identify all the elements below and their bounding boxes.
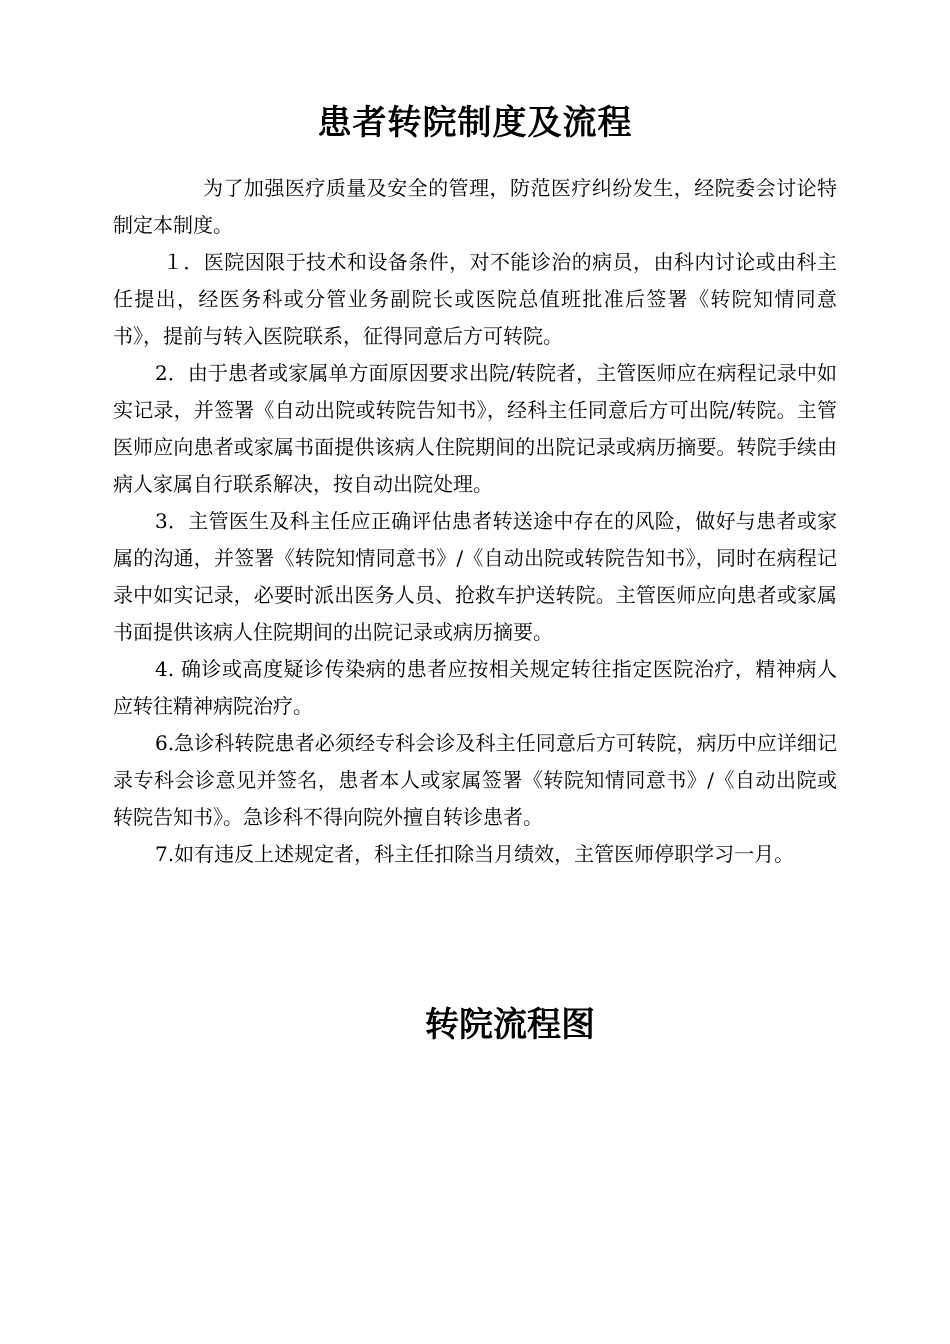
- rule-item-2: 2．由于患者或家属单方面原因要求出院/转院者，主管医师应在病程记录中如实记录，并签署《自动出院或转院告知书》，经科主任同意后方可出院/转院。主管医师应向患者或家属书面提供该病人住院期间的出院记录或病历摘要。转院手续由病人家属自行联系解决，按自动出院处理。: [113, 361, 837, 496]
- rule-item-1: １．医院因限于技术和设备条件，对不能诊治的病员，由科内讨论或由科主任提出，经医务科或分管业务副院长或医院总值班批准后签署《转院知情同意书》，提前与转入医院联系，征得同意后方可转院。: [113, 250, 837, 348]
- flowchart-title: 转院流程图: [425, 1005, 595, 1045]
- rule-item-3: 3．主管医生及科主任应正确评估患者转送途中存在的风险，做好与患者或家属的沟通，并签署《转院知情同意书》/《自动出院或转院告知书》，同时在病程记录中如实记录，必要时派出医务人员、抢救车护送转院。主管医师应向患者或家属书面提供该病人住院期间的出院记录或病历摘要。: [113, 509, 837, 644]
- document-body: [113, 170, 837, 873]
- rule-item-7: 7.如有违反上述规定者，科主任扣除当月绩效，主管医师停职学习一月。: [155, 842, 795, 866]
- intro-paragraph: 为了加强医疗质量及安全的管理，防范医疗纠纷发生，经院委会讨论特制定本制度。: [113, 176, 837, 237]
- document-title: 患者转院制度及流程: [317, 103, 633, 143]
- rule-item-4: 4. 确诊或高度疑诊传染病的患者应按相关规定转往指定医院治疗，精神病人应转往精神病院治疗。: [113, 657, 837, 718]
- rule-item-6: 6.急诊科转院患者必须经专科会诊及科主任同意后方可转院，病历中应详细记录专科会诊意见并签名，患者本人或家属签署《转院知情同意书》/《自动出院或转院告知书》。急诊科不得向院外擅自转诊患者。: [113, 731, 837, 829]
